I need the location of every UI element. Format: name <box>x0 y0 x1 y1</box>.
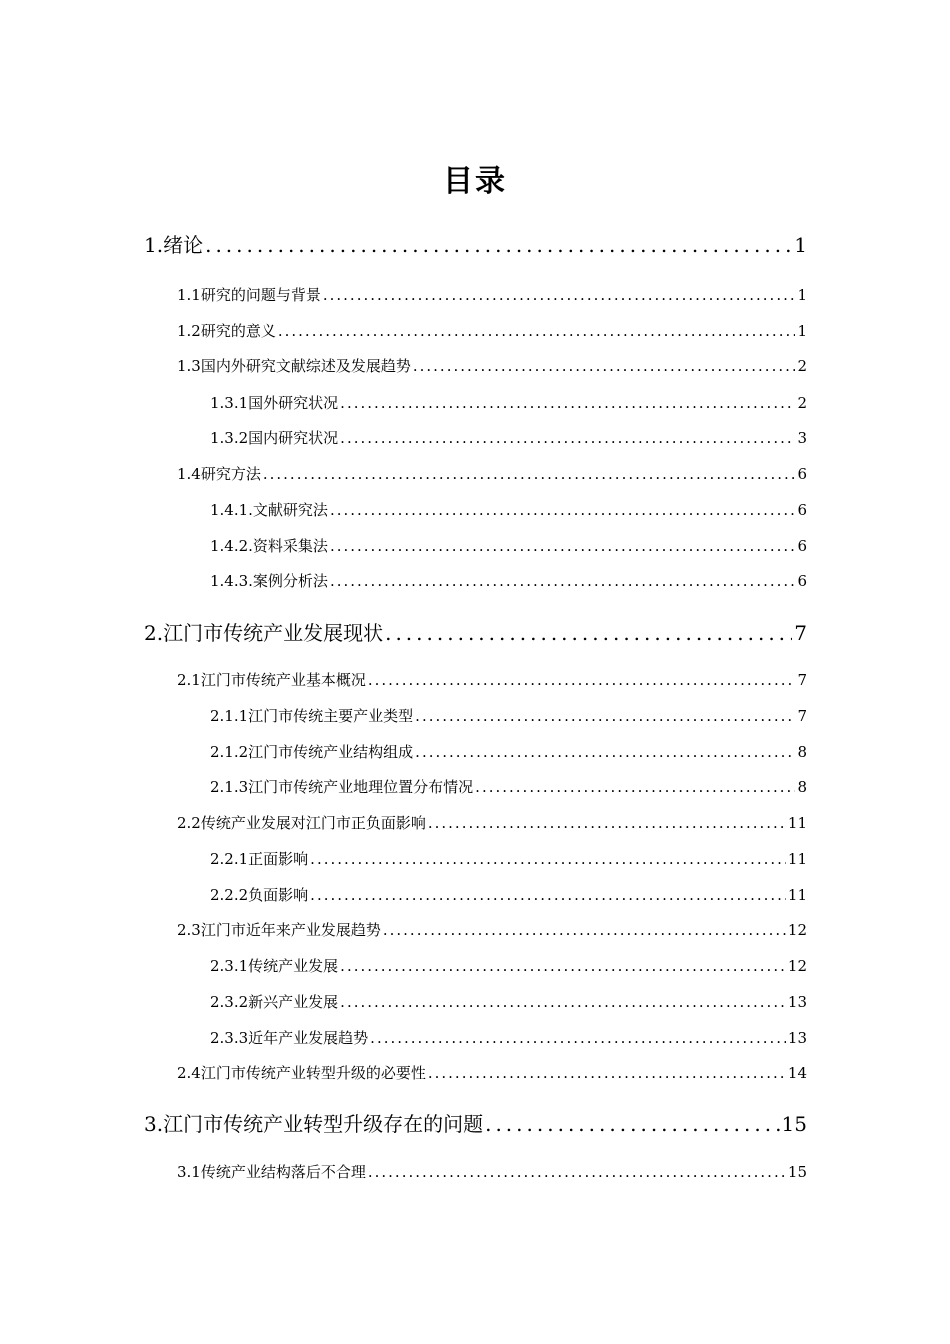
toc-entry-2-2[interactable] <box>177 812 807 833</box>
dot-leader <box>475 778 795 796</box>
toc-entry-label: 1.4.3.案例分析法 <box>210 572 328 590</box>
toc-entry-label: 1.4.2.资料采集法 <box>210 537 328 555</box>
toc-entry-label: 2.3.1传统产业发展 <box>210 957 339 975</box>
toc-entry-label: 2.3.2新兴产业发展 <box>210 993 339 1011</box>
toc-entry-label: 2.1.1江门市传统主要产业类型 <box>210 707 414 725</box>
toc-entry-label: 1.3国内外研究文献综述及发展趋势 <box>177 357 411 375</box>
toc-entry-2[interactable] <box>144 617 807 646</box>
toc-entry-1-3[interactable] <box>177 355 807 376</box>
toc-entry-3[interactable] <box>144 1108 807 1137</box>
toc-entry-label: 1.3.1国外研究状况 <box>210 394 339 412</box>
toc-entry-1-4[interactable] <box>177 463 807 484</box>
dot-leader <box>310 850 786 868</box>
toc-entry-2-3-2[interactable] <box>210 991 807 1012</box>
toc-entry-1-4-1[interactable] <box>210 499 807 520</box>
toc-entry-1-4-3[interactable] <box>210 570 807 591</box>
toc-entry-label: 2.江门市传统产业发展现状 <box>144 621 384 645</box>
dot-leader <box>330 501 796 519</box>
toc-entry-1-2[interactable] <box>177 320 807 341</box>
dot-leader <box>415 743 795 761</box>
toc-entry-label: 2.1.3江门市传统产业地理位置分布情况 <box>210 778 474 796</box>
toc-entry-page: 6 <box>797 572 807 590</box>
toc-entry-page: 12 <box>787 921 807 939</box>
dot-leader <box>413 357 796 375</box>
toc-entry-2-3-3[interactable] <box>210 1027 807 1048</box>
toc-entry-label: 3.1传统产业结构落后不合理 <box>177 1163 366 1181</box>
toc-entry-page: 2 <box>797 357 807 375</box>
toc-entry-3-1[interactable] <box>177 1161 807 1182</box>
toc-entry-2-1-3[interactable] <box>210 776 807 797</box>
dot-leader <box>383 921 786 939</box>
toc-entry-label: 1.绪论 <box>144 233 204 257</box>
toc-entry-label: 2.1江门市传统产业基本概况 <box>177 671 366 689</box>
toc-entry-1-3-2[interactable] <box>210 427 807 448</box>
toc-entry-label: 1.1研究的问题与背景 <box>177 286 321 304</box>
dot-leader <box>278 322 796 340</box>
dot-leader <box>310 886 786 904</box>
dot-leader <box>323 286 796 304</box>
toc-entry-1-4-2[interactable] <box>210 535 807 556</box>
toc-entry-label: 1.4.1.文献研究法 <box>210 501 328 519</box>
toc-entry-2-1[interactable] <box>177 669 807 690</box>
toc-entry-page: 6 <box>797 465 807 483</box>
toc-entry-page: 12 <box>787 957 807 975</box>
toc-entry-label: 1.3.2国内研究状况 <box>210 429 339 447</box>
toc-entry-page: 2 <box>797 394 807 412</box>
toc-entry-label: 2.1.2江门市传统产业结构组成 <box>210 743 414 761</box>
toc-entry-page: 11 <box>787 886 807 904</box>
dot-leader <box>340 993 786 1011</box>
dot-leader <box>415 707 795 725</box>
toc-entry-label: 2.2传统产业发展对江门市正负面影响 <box>177 814 426 832</box>
toc-entry-page: 13 <box>787 1029 807 1047</box>
dot-leader <box>330 537 796 555</box>
dot-leader <box>340 394 795 412</box>
toc-entry-2-2-1[interactable] <box>210 848 807 869</box>
toc-entry-page: 11 <box>787 814 807 832</box>
toc-entry-page: 7 <box>797 707 807 725</box>
toc-entry-page: 1 <box>794 233 807 257</box>
toc-title: 目录 <box>443 164 507 199</box>
toc-entry-page: 8 <box>797 778 807 796</box>
toc-entry-page: 8 <box>797 743 807 761</box>
toc-entry-page: 13 <box>787 993 807 1011</box>
toc-entry-2-3[interactable] <box>177 919 807 940</box>
toc-entry-2-4[interactable] <box>177 1062 807 1083</box>
toc-entry-label: 1.2研究的意义 <box>177 322 276 340</box>
toc-entry-label: 2.2.2负面影响 <box>210 886 309 904</box>
toc-entry-1-3-1[interactable] <box>210 392 807 413</box>
toc-entry-page: 3 <box>797 429 807 447</box>
toc-entry-page: 6 <box>797 537 807 555</box>
toc-entry-page: 14 <box>787 1064 807 1082</box>
toc-entry-page: 6 <box>797 501 807 519</box>
toc-entry-label: 1.4研究方法 <box>177 465 261 483</box>
dot-leader <box>340 957 786 975</box>
toc-entry-label: 2.2.1正面影响 <box>210 850 309 868</box>
toc-entry-2-1-2[interactable] <box>210 741 807 762</box>
toc-entry-page: 1 <box>797 286 807 304</box>
dot-leader <box>368 1163 786 1181</box>
toc-entry-1-1[interactable] <box>177 284 807 305</box>
toc-entry-page: 7 <box>794 621 807 645</box>
toc-entry-1[interactable] <box>144 229 807 258</box>
toc-entry-2-3-1[interactable] <box>210 955 807 976</box>
dot-leader <box>385 621 792 645</box>
toc-entry-page: 11 <box>787 850 807 868</box>
toc-entry-label: 2.4江门市传统产业转型升级的必要性 <box>177 1064 426 1082</box>
dot-leader <box>370 1029 786 1047</box>
dot-leader <box>428 814 786 832</box>
dot-leader <box>205 233 792 257</box>
toc-entry-page: 7 <box>797 671 807 689</box>
dot-leader <box>485 1112 779 1136</box>
toc-entry-page: 1 <box>797 322 807 340</box>
toc-entry-label: 3.江门市传统产业转型升级存在的问题 <box>144 1112 484 1136</box>
toc-entry-2-2-2[interactable] <box>210 884 807 905</box>
toc-entry-label: 2.3江门市近年来产业发展趋势 <box>177 921 381 939</box>
dot-leader <box>368 671 796 689</box>
toc-entry-page: 15 <box>781 1112 807 1136</box>
toc-entry-page: 15 <box>787 1163 807 1181</box>
dot-leader <box>330 572 796 590</box>
toc-entry-label: 2.3.3近年产业发展趋势 <box>210 1029 369 1047</box>
toc-entry-2-1-1[interactable] <box>210 705 807 726</box>
dot-leader <box>428 1064 786 1082</box>
dot-leader <box>263 465 796 483</box>
dot-leader <box>340 429 795 447</box>
